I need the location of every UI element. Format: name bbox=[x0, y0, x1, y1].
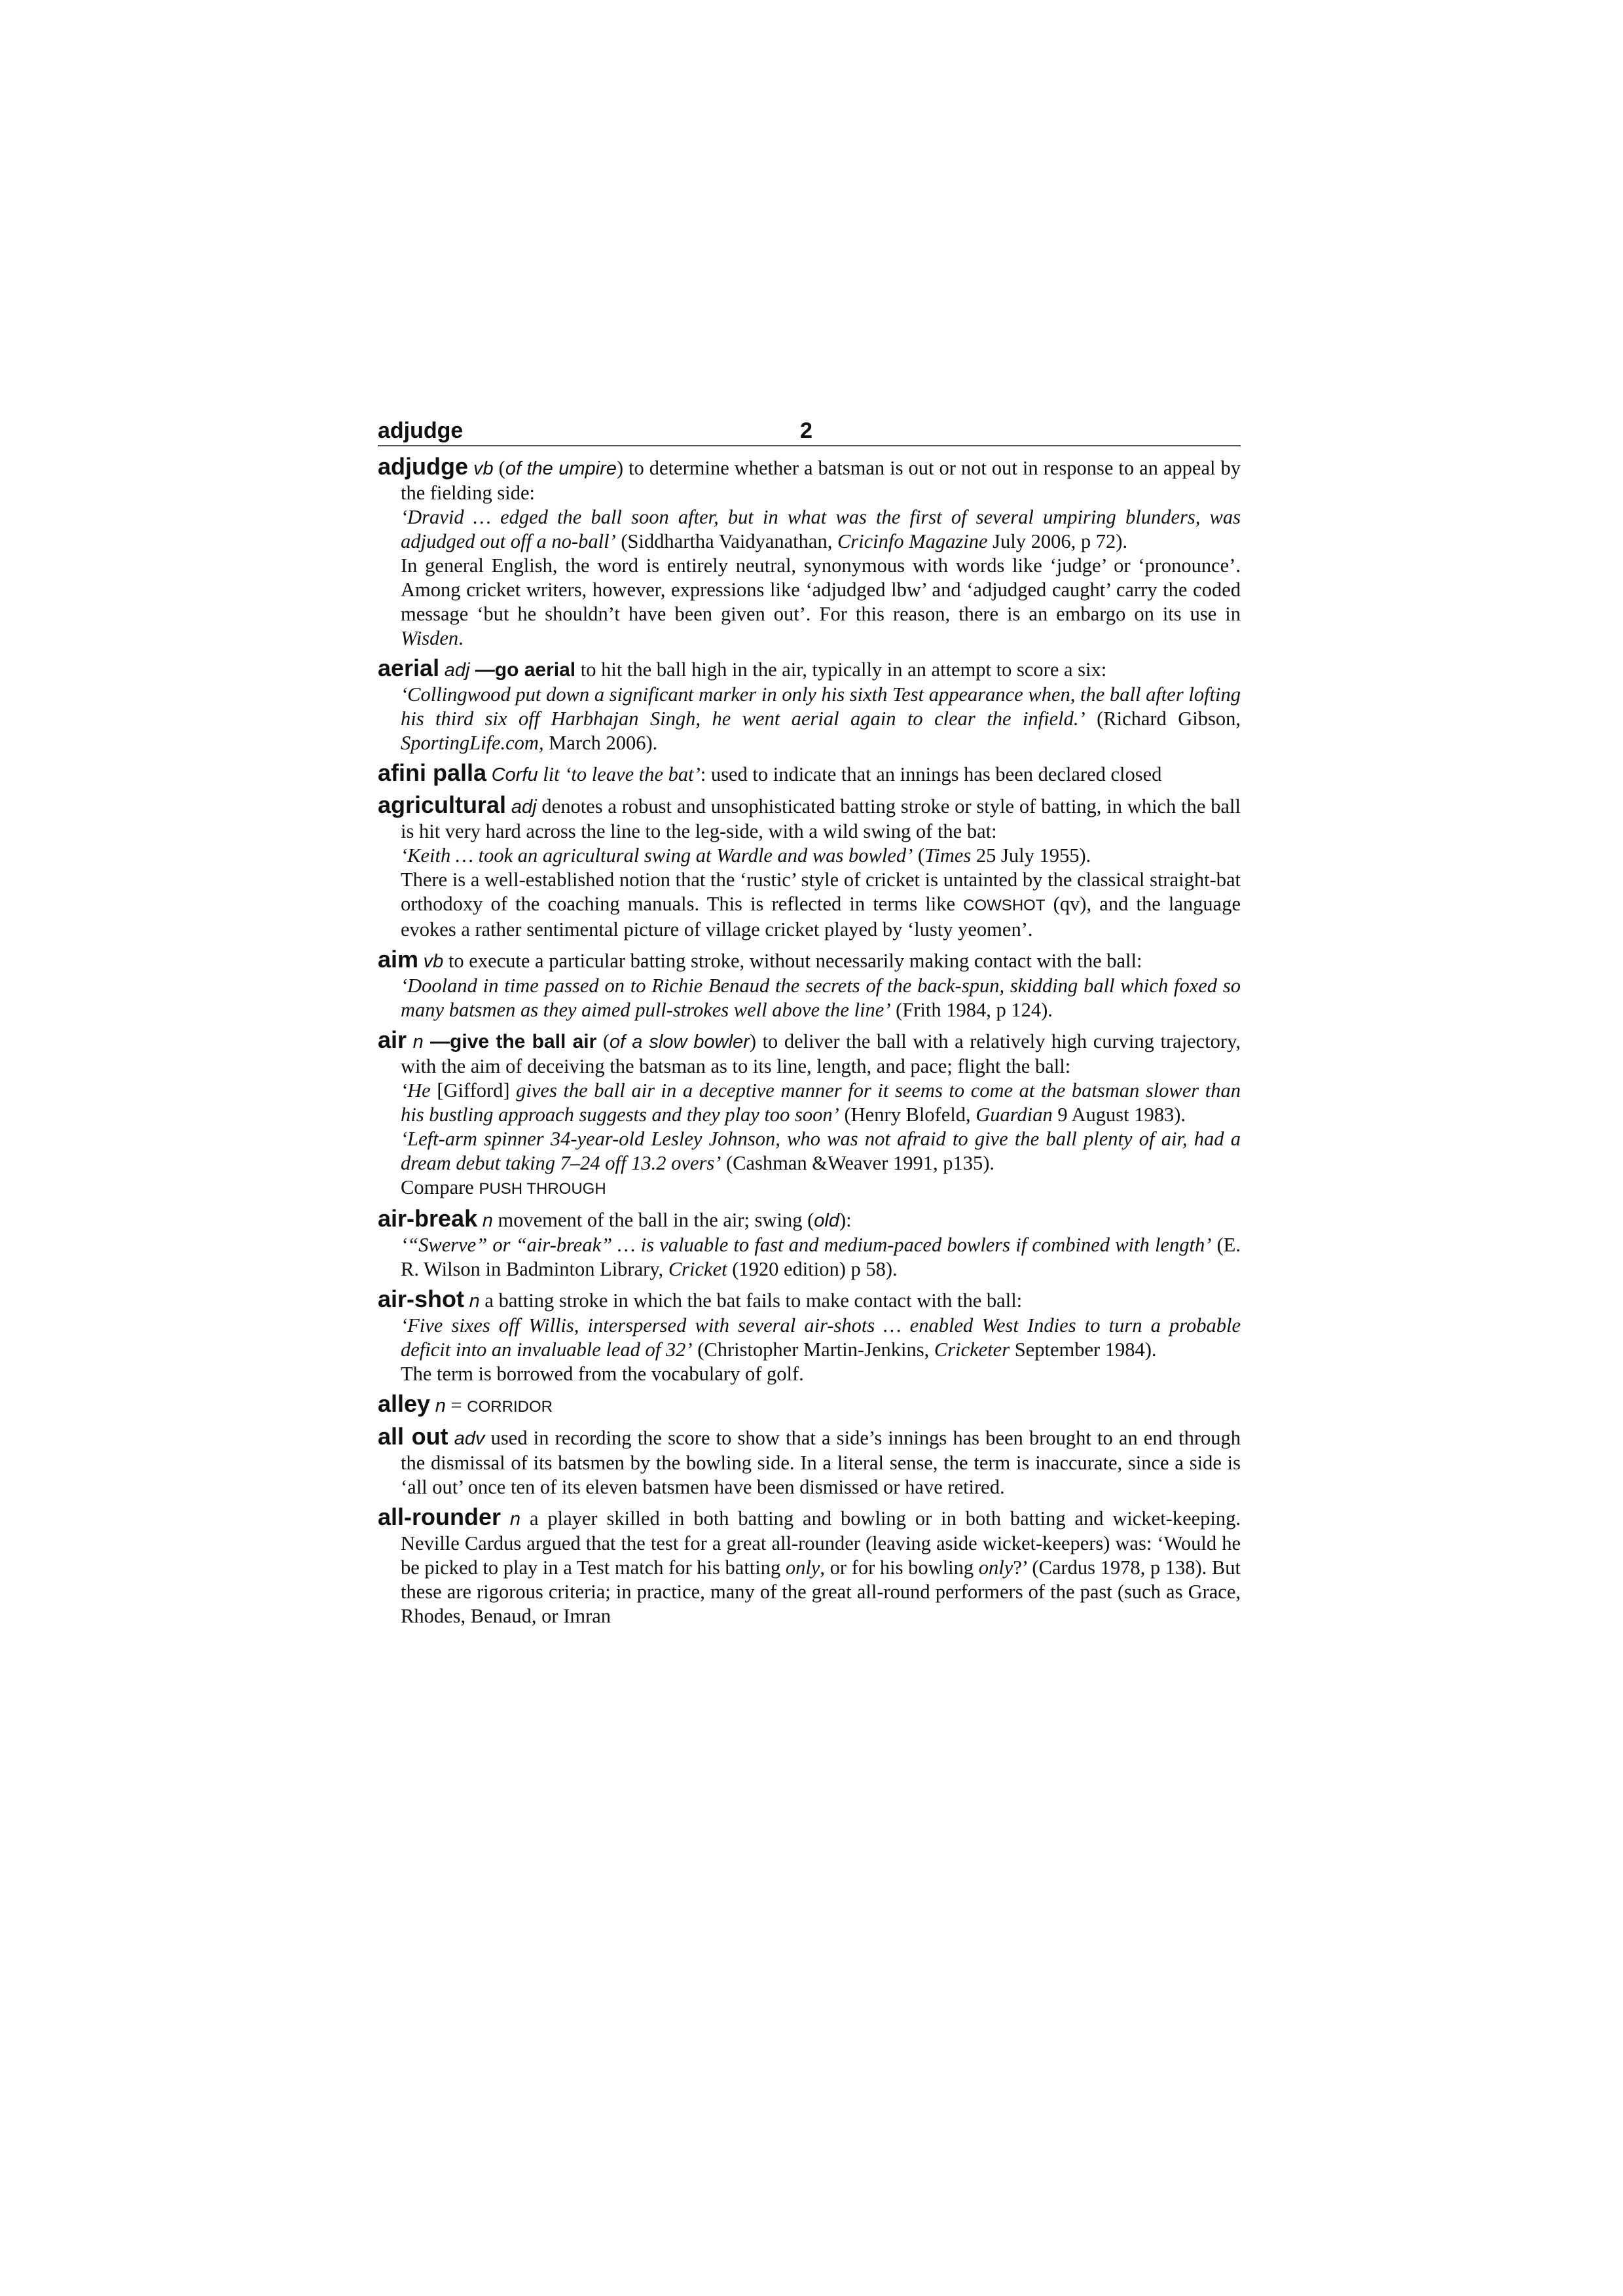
source-title: Times bbox=[924, 844, 972, 867]
usage-label: of a slow bowler bbox=[610, 1031, 750, 1052]
headword: alley bbox=[378, 1390, 431, 1417]
headword: air bbox=[378, 1026, 407, 1053]
citation: ‘Keith … took an agricultural swing at Wardle and was bowled’ (Times 25 July 1955). bbox=[401, 844, 1091, 867]
headword: air-break bbox=[378, 1205, 478, 1232]
cross-reference[interactable]: COWSHOT bbox=[963, 897, 1046, 914]
definition: to execute a particular batting stroke, without necessarily making contact with the ball: bbox=[443, 950, 1142, 972]
usage-note: There is a well-established notion that the ‘rustic’ style of cricket is untainted by the classical straight-bat orthodoxy of the coaching manuals. This is reflected in terms like COWSHOT (qv), and the language evokes a rather sentimental picture of village cricket played by ‘lusty yeomen’. bbox=[401, 869, 1241, 941]
entry-afini-palla bbox=[378, 761, 1241, 787]
page-number: 2 bbox=[800, 418, 812, 443]
citation: ‘Dooland in time passed on to Richie Benaud the secrets of the back-spun, skidding ball which foxed so many batsmen as they aimed pull-strokes well above the line’ (Frith 1984, p 124). bbox=[401, 975, 1241, 1021]
part-of-speech: vb bbox=[423, 951, 444, 972]
entry-all-rounder: all-rounder n a player skilled in both batting and bowling or in both batting and wicket-keeping. Neville Cardus argued that the test for a great all-rounder (leaving aside wicket-keepers) was: ‘Would he be picked to play in a Test match for his batting only, or for his bowling only?’ (Cardus 1978, p 138). But these are rigorous criteria; in practice, many of the great all-round performers of the past (such as Grace, Rhodes, Benaud, or Imran bbox=[378, 1503, 1241, 1627]
headword: all out bbox=[378, 1423, 448, 1450]
part-of-speech: adj bbox=[444, 660, 470, 681]
dictionary-page bbox=[378, 419, 1241, 1634]
source-title: Guardian bbox=[976, 1103, 1053, 1126]
headword: adjudge bbox=[378, 453, 469, 480]
quotation: ‘“Swerve” or “air-break” … is valuable to fast and medium-paced bowlers if combined with length’ bbox=[401, 1234, 1212, 1256]
source-title: Cricinfo Magazine bbox=[837, 530, 988, 552]
entry-aerial bbox=[378, 656, 1241, 755]
usage-label: of the umpire bbox=[505, 458, 617, 479]
entry-air: air n —give the ball air (of a slow bowler) to deliver the ball with a relatively high curving trajectory, with the aim of deceiving the batsman as to its line, length, and pace; flight the ball: ‘He [Gifford] gives the ball air in a deceptive manner for it seems to come at the batsman slower than his bustling approach suggests and they play too soon’ (Henry Blofeld, Guardian 9 August 1983). ‘Left-arm spinner 34-year-old Lesley Johnson, who was not afraid to give the ball plenty of air, had a dream debut taking 7–24 off 13.2 overs’ (Cashman &Weaver 1991, p135). Compare PUSH THROUGH bbox=[378, 1028, 1241, 1201]
definition: to determine whether a batsman is out or not out in response to an appeal by the fielding side: bbox=[401, 457, 1241, 504]
entry-air-break: air-break n movement of the ball in the air; swing (old): ‘“Swerve” or “air-break” … is valuable to fast and medium-paced bowlers if combined with length’ (E. R. Wilson in Badminton Library, Cricket (1920 edition) p 58). bbox=[378, 1205, 1241, 1280]
entry-alley: alley n = CORRIDOR bbox=[378, 1390, 553, 1417]
entry-agricultural bbox=[378, 793, 1241, 942]
usage-label: Corfu bbox=[491, 764, 538, 785]
definition: to hit the ball high in the air, typically in an attempt to score a six: bbox=[575, 658, 1107, 681]
definition: to deliver the ball with a relatively high curving trajectory, with the aim of deceiving the batsman as to its line, length, and pace; flight the ball: bbox=[401, 1030, 1241, 1077]
phrase: —go aerial bbox=[469, 659, 576, 681]
quotation: ‘Left-arm spinner 34-year-old Lesley Johnson, who was not afraid to give the ball plenty of air, had a dream debut taking 7–24 off 13.2 overs’ bbox=[401, 1128, 1241, 1174]
citation: ‘Five sixes off Willis, interspersed with several air-shots … enabled West Indies to turn a probable deficit into an invaluable lead of 32’ (Christopher Martin-Jenkins, Cricketer September 1984). bbox=[401, 1314, 1241, 1361]
citation: ‘Dravid … edged the ball soon after, but in what was the first of several umpiring blunders, was adjudged out off a no-ball’ (Siddhartha Vaidyanathan, Cricinfo Magazine July 2006, p 72). bbox=[401, 506, 1241, 552]
citation: ‘He [Gifford] gives the ball air in a deceptive manner for it seems to come at the batsman slower than his bustling approach suggests and they play too soon’ (Henry Blofeld, Guardian 9 August 1983). bbox=[401, 1079, 1241, 1126]
quotation: ‘Dravid … edged the ball soon after, but in what was the first of several umpiring blunders, was adjudged out off a no-ball’ bbox=[401, 506, 1241, 552]
part-of-speech: vb bbox=[473, 458, 494, 479]
citation: ‘Left-arm spinner 34-year-old Lesley Johnson, who was not afraid to give the ball plenty of air, had a dream debut taking 7–24 off 13.2 overs’ (Cashman &Weaver 1991, p135). bbox=[401, 1128, 1241, 1174]
source-title: Cricketer bbox=[934, 1338, 1010, 1361]
definition: movement of the ball in the air; swing ( bbox=[492, 1209, 814, 1231]
part-of-speech: n bbox=[469, 1291, 480, 1312]
running-head-word: adjudge bbox=[378, 418, 464, 443]
definition: denotes a robust and unsophisticated batting stroke or style of batting, in which the ball is hit very hard across the line to the leg-side, with a wild swing of the bat: bbox=[401, 795, 1241, 842]
headword: afini palla bbox=[378, 759, 487, 786]
part-of-speech: n bbox=[435, 1395, 446, 1416]
headword: aim bbox=[378, 946, 419, 973]
part-of-speech: n bbox=[482, 1210, 493, 1231]
source-title: Cricket bbox=[668, 1258, 727, 1280]
citation: ‘Collingwood put down a significant marker in only his sixth Test appearance when, the ball after lofting his third six off Harbhajan Singh, he went aerial again to clear the infield.’ (Richard Gibson, SportingLife.com, March 2006). bbox=[401, 683, 1241, 754]
headword: air-shot bbox=[378, 1285, 465, 1312]
part-of-speech: adv bbox=[454, 1428, 485, 1449]
cross-reference[interactable]: PUSH THROUGH bbox=[479, 1180, 606, 1198]
quotation: ‘Keith … took an agricultural swing at Wardle and was bowled’ bbox=[401, 844, 913, 867]
quotation: ‘Dooland in time passed on to Richie Benaud the secrets of the back-spun, skidding ball which foxed so many batsmen as they aimed pull-strokes well above the line’ bbox=[401, 975, 1241, 1021]
quotation: gives the ball air in a deceptive manner for it seems to come at the batsman slower than his bustling approach suggests and they play too soon’ bbox=[401, 1079, 1241, 1126]
phrase: —give the ball air bbox=[423, 1031, 597, 1052]
citation: ‘“Swerve” or “air-break” … is valuable to fast and medium-paced bowlers if combined with length’ (E. R. Wilson in Badminton Library, Cricket (1920 edition) p 58). bbox=[401, 1234, 1241, 1280]
usage-note: The term is borrowed from the vocabulary of golf. bbox=[401, 1363, 804, 1385]
part-of-speech: adj bbox=[511, 797, 537, 817]
cross-reference[interactable]: CORRIDOR bbox=[467, 1398, 553, 1416]
headword: agricultural bbox=[378, 791, 507, 818]
entry-all-out bbox=[378, 1424, 1241, 1499]
entry-adjudge: adjudge vb (of the umpire) to determine whether a batsman is out or not out in response to an appeal by the fielding side: ‘Dravid … edged the ball soon after, but in what was the first of several umpiring blunders, was adjudged out off a no-ball’ (Siddhartha Vaidyanathan, Cricinfo Magazine July 2006, p 72). In general English, the word is entirely neutral, synonymous with words like ‘judge’ or ‘pronounce’. Among cricket writers, however, expressions like ‘adjudged lbw’ and ‘adjudged caught’ carry the coded message ‘but he shouldn’t have been given out’. For this reason, there is an embargo on its use in Wisden. bbox=[378, 453, 1241, 649]
gloss: lit ‘to leave the bat’ bbox=[538, 763, 701, 785]
part-of-speech: n bbox=[412, 1031, 424, 1052]
definition: a batting stroke in which the bat fails to make contact with the ball: bbox=[479, 1289, 1023, 1312]
usage-note: In general English, the word is entirely neutral, synonymous with words like ‘judge’ or ‘pronounce’. Among cricket writers, however, expressions like ‘adjudged lbw’ and ‘adjudged caught’ carry the coded message ‘but he shouldn’t have been given out’. For this reason, there is an embargo on its use in Wisden. bbox=[401, 554, 1241, 649]
entry-aim bbox=[378, 947, 1241, 1022]
headword: aerial bbox=[378, 655, 440, 681]
quotation: ‘Five sixes off Willis, interspersed with several air-shots … enabled West Indies to turn a probable deficit into an invaluable lead of 32’ bbox=[401, 1314, 1241, 1361]
headword: all-rounder bbox=[378, 1503, 501, 1530]
running-head bbox=[378, 419, 1241, 446]
source-title: SportingLife.com, bbox=[401, 732, 544, 754]
usage-label: old bbox=[814, 1210, 839, 1231]
definition: : used to indicate that an innings has been declared closed bbox=[700, 763, 1162, 785]
definition: used in recording the score to show that a side’s innings has been brought to an end through the dismissal of its batsmen by the bowling side. In a literal sense, the term is inaccurate, since a side is ‘all out’ once ten of its eleven batsmen have been dismissed or have retired. bbox=[401, 1427, 1241, 1498]
part-of-speech: n bbox=[509, 1509, 521, 1530]
compare-note: Compare PUSH THROUGH bbox=[401, 1176, 606, 1198]
entry-air-shot bbox=[378, 1287, 1241, 1386]
definition: a player skilled in both batting and bowling or in both batting and wicket-keeping. Neville Cardus argued that the test for a great all-rounder (leaving aside wicket-keepers) was: ‘Would he be picked to play in a Test match for his batting bbox=[401, 1507, 1241, 1579]
quotation: ‘Collingwood put down a significant marker in only his sixth Test appearance when, the ball after lofting his third six off Harbhajan Singh, he went aerial again to clear the infield.’ bbox=[401, 683, 1241, 730]
